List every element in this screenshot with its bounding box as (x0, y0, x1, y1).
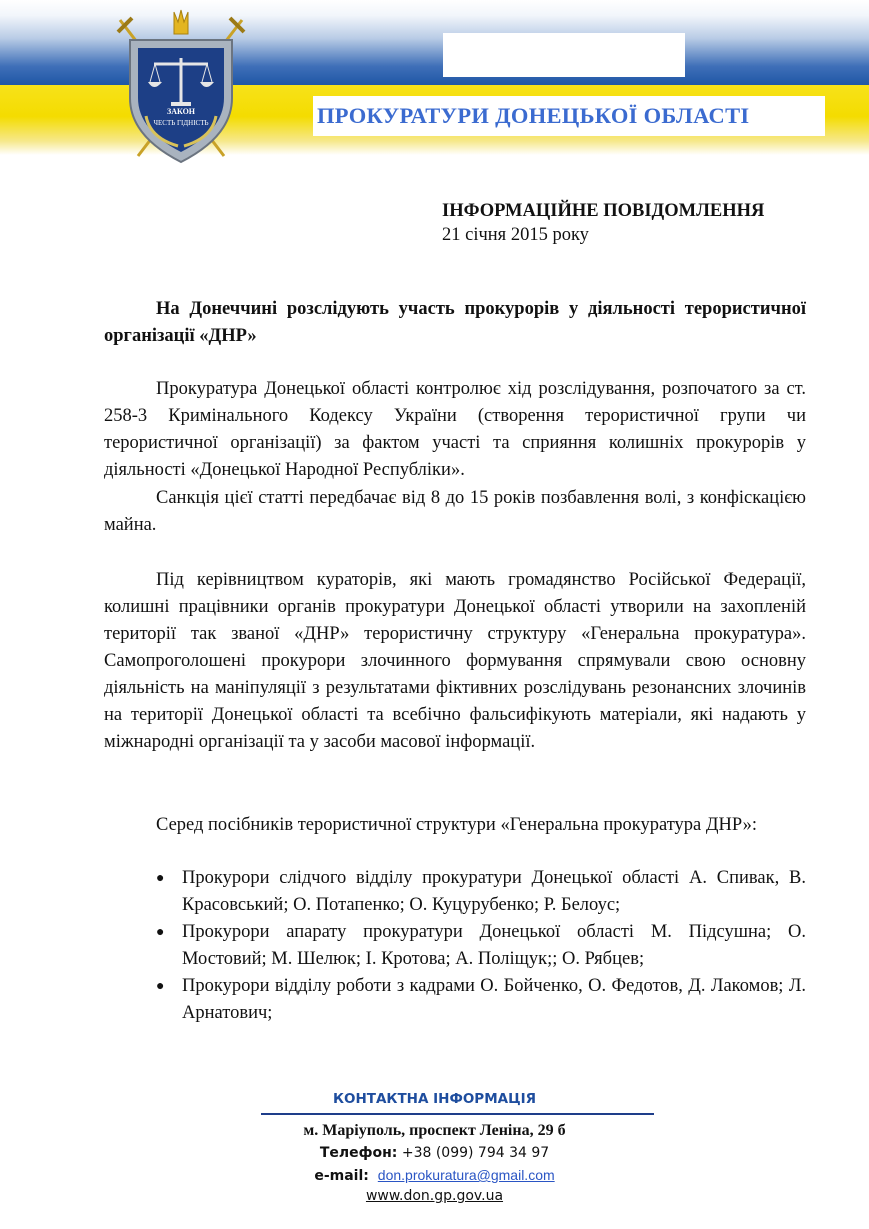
contact-address: м. Маріуполь, проспект Леніна, 29 б (303, 1122, 566, 1139)
phone-number: +38 (099) 794 34 97 (401, 1145, 550, 1161)
email-link[interactable]: don.prokuratura@gmail.com (377, 1167, 555, 1183)
paragraph-1: Прокуратура Донецької області контролює хід розслідування, розпочатого за ст. 258-3 Кримінального Кодексу України (створення терористичної групи чи терористичної організації) за фактом участі та сприяння колишніх прокурорів у діяльності «Донецької Народної Республіки». (104, 379, 806, 480)
paragraph-4: Серед посібників терористичної структури «Генеральна прокуратура ДНР»: (156, 815, 757, 835)
paragraph-2: Санкція цієї статті передбачає від 8 до 15 років позбавлення волі, з конфіскацією майна. (104, 488, 806, 535)
emblem-text-1: ЗАКОН (166, 107, 196, 116)
document-title: ІНФОРМАЦІЙНЕ ПОВІДОМЛЕННЯ (442, 201, 765, 221)
list-item: ● Прокурори апарату прокуратури Донецької області М. Підсушна; О. Мостовий; М. Шелюк; І. Кротова; А. Поліщук;; О. Рябцев; (104, 919, 806, 973)
contact-phone-row (0, 1145, 869, 1161)
paragraph-3: Під керівництвом кураторів, які мають громадянство Російської Федерації, колишні працівники органів прокуратури Донецької області утворили на захопленій території так званої «ДНР» терористичну структуру «Генеральна прокуратура». Самопроголошені прокурори злочинного формування спрямували свою основну діяльність на маніпуляції з результатами фіктивних розслідувань резонансних злочинів на території Донецької області та всебічно фальсифікують матеріали, які надають у міжнародні організації та у засоби масової інформації. (104, 570, 806, 752)
website-link[interactable]: www.don.gp.gov.ua (365, 1188, 504, 1204)
organization-title: ПРОКУРАТУРИ ДОНЕЦЬКОЇ ОБЛАСТІ (317, 103, 750, 128)
list-item: ● Прокурори слідчого відділу прокуратури Донецької області А. Спивак, В. Красовський; О. Потапенко; О. Куцурубенко; Р. Белоус; (104, 865, 806, 919)
blank-label-box (443, 33, 685, 77)
accomplices-list (104, 865, 806, 1027)
letterhead (0, 0, 869, 170)
list-item: ● Прокурори відділу роботи з кадрами О. Бойченко, О. Федотов, Д. Лакомов; Л. Арнатович; (104, 973, 806, 1027)
phone-label: Телефон: (319, 1145, 398, 1161)
email-label: e-mail: (314, 1168, 369, 1184)
article-heading: На Донеччині розслідують участь прокурорів у діяльності терористичної організації «ДНР» (104, 299, 806, 346)
document-date: 21 січня 2015 року (442, 225, 589, 245)
contact-heading-row (0, 1090, 869, 1108)
prosecutor-emblem-icon (116, 6, 246, 166)
contact-heading: КОНТАКТНА ІНФОРМАЦІЯ (332, 1091, 537, 1107)
contact-divider (261, 1113, 654, 1115)
emblem-text-2: ЧЕСТЬ ГІДНІСТЬ (153, 119, 209, 127)
contact-email-row (0, 1167, 869, 1184)
organization-title-box (313, 96, 825, 136)
